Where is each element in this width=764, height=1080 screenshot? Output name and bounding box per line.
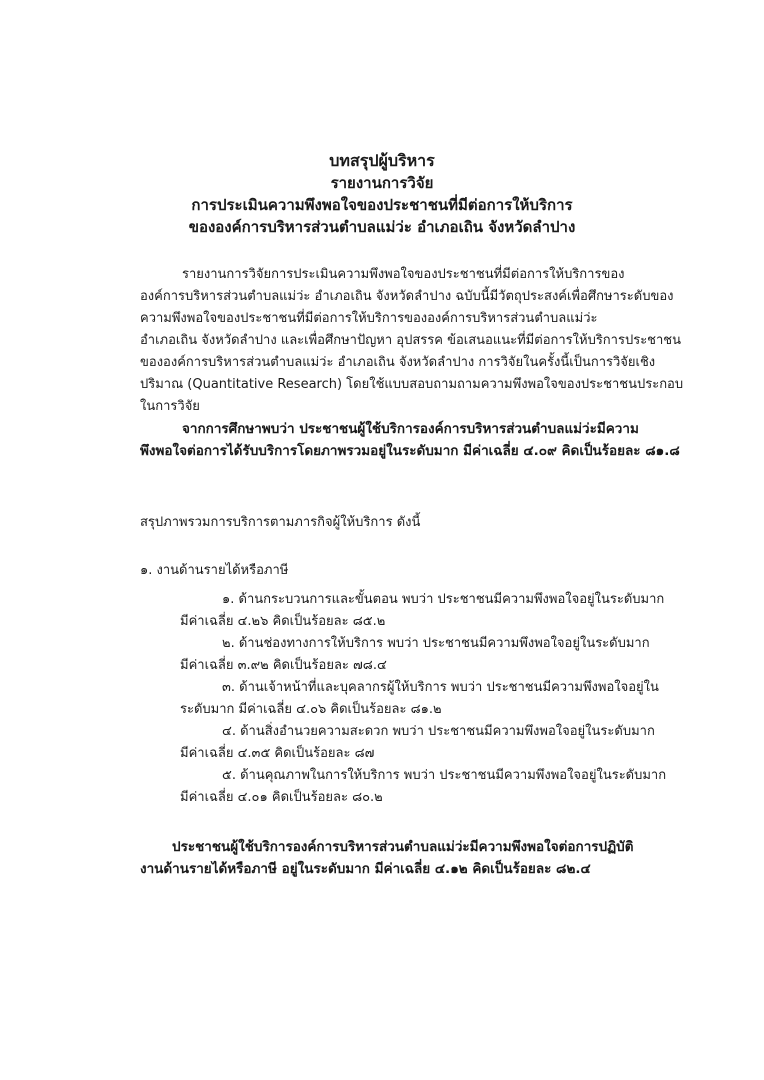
- intro-line: ความพึงพอใจของประชาชนที่มีต่อการให้บริการขององค์การบริหารส่วนตำบลแม่ว่ะ: [140, 311, 598, 326]
- list-item-text: ๑. ด้านกระบวนการและขั้นตอน พบว่า ประชาชนมีความพึงพอใจอยู่ในระดับมาก: [222, 592, 665, 607]
- finding-line: พึงพอใจต่อการได้รับบริการโดยภาพรวมอยู่ในระดับมาก มีค่าเฉลี่ย ๔.๐๙ คิดเป็นร้อยละ ๘๑.๘: [140, 443, 680, 459]
- list-item-text: ๔. ด้านสิ่งอำนวยความสะดวก พบว่า ประชาชนมีความพึงพอใจอยู่ในระดับมาก: [222, 724, 655, 739]
- conclusion-paragraph: [140, 836, 634, 880]
- list-item-result: มีค่าเฉลี่ย ๔.๓๕ คิดเป็นร้อยละ ๘๗: [180, 746, 375, 761]
- report-subtitle: รายงานการวิจัย: [330, 174, 434, 192]
- list-item: [180, 677, 666, 721]
- intro-paragraph: [140, 264, 683, 418]
- section-item-list: [180, 589, 666, 809]
- page-title: บทสรุปผู้บริหาร: [329, 151, 435, 170]
- report-topic-line-2: ขององค์การบริหารส่วนตำบลแม่ว่ะ อำเภอเถิน จังหวัดลำปาง: [188, 218, 576, 236]
- list-item-result: มีค่าเฉลี่ย ๔.๐๑ คิดเป็นร้อยละ ๘๐.๒: [180, 790, 383, 805]
- list-item: [180, 633, 666, 677]
- intro-line: องค์การบริหารส่วนตำบลแม่ว่ะ อำเภอเถิน จังหวัดลำปาง ฉบับนี้มีวัตถุประสงค์เพื่อศึกษาระดับของ: [140, 289, 674, 304]
- list-item-result: มีค่าเฉลี่ย ๓.๙๒ คิดเป็นร้อยละ ๗๘.๔: [180, 658, 387, 673]
- finding-line: จากการศึกษาพบว่า ประชาชนผู้ใช้บริการองค์การบริหารส่วนตำบลแม่ว่ะมีความ: [182, 421, 639, 437]
- summary-heading: สรุปภาพรวมการบริการตามภารกิจผู้ให้บริการ ดังนี้: [140, 515, 421, 530]
- intro-line: อำเภอเถิน จังหวัดลำปาง และเพื่อศึกษาปัญหา อุปสรรค ข้อเสนอแนะที่มีต่อการให้บริการประชาชน: [140, 333, 682, 348]
- list-item-text: ๓. ด้านเจ้าหน้าที่และบุคลากรผู้ให้บริการ พบว่า ประชาชนมีความพึงพอใจอยู่ใน: [222, 680, 659, 695]
- list-item-result: มีค่าเฉลี่ย ๔.๒๖ คิดเป็นร้อยละ ๘๕.๒: [180, 614, 386, 629]
- list-item-result: ระดับมาก มีค่าเฉลี่ย ๔.๐๖ คิดเป็นร้อยละ ๘๑.๒: [180, 702, 442, 717]
- list-item: [180, 721, 666, 765]
- intro-line: รายงานการวิจัยการประเมินความพึงพอใจของประชาชนที่มีต่อการให้บริการของ: [182, 267, 625, 282]
- intro-line: ปริมาณ (Quantitative Research) โดยใช้แบบสอบถามถามความพึงพอใจของประชาชนประกอบ: [140, 377, 684, 392]
- report-topic-line-1: การประเมินความพึงพอใจของประชาชนที่มีต่อการให้บริการ: [191, 196, 573, 214]
- intro-line: ขององค์การบริหารส่วนตำบลแม่ว่ะ อำเภอเถิน จังหวัดลำปาง การวิจัยในครั้งนี้เป็นการวิจัยเชิง: [140, 355, 656, 370]
- list-item: [180, 589, 666, 633]
- section-heading: ๑. งานด้านรายได้หรือภาษี: [140, 563, 289, 578]
- conclusion-line: งานด้านรายได้หรือภาษี อยู่ในระดับมาก มีค่าเฉลี่ย ๔.๑๒ คิดเป็นร้อยละ ๘๒.๔: [140, 861, 591, 877]
- list-item-text: ๕. ด้านคุณภาพในการให้บริการ พบว่า ประชาชนมีความพึงพอใจอยู่ในระดับมาก: [222, 768, 667, 783]
- intro-line: ในการวิจัย: [140, 399, 200, 414]
- list-item-text: ๒. ด้านช่องทางการให้บริการ พบว่า ประชาชนมีความพึงพอใจอยู่ในระดับมาก: [222, 636, 650, 651]
- title-block: [0, 150, 764, 238]
- list-item: [180, 765, 666, 809]
- finding-paragraph: [140, 418, 680, 462]
- conclusion-line: ประชาชนผู้ใช้บริการองค์การบริหารส่วนตำบลแม่ว่ะมีความพึงพอใจต่อการปฏิบัติ: [172, 839, 634, 855]
